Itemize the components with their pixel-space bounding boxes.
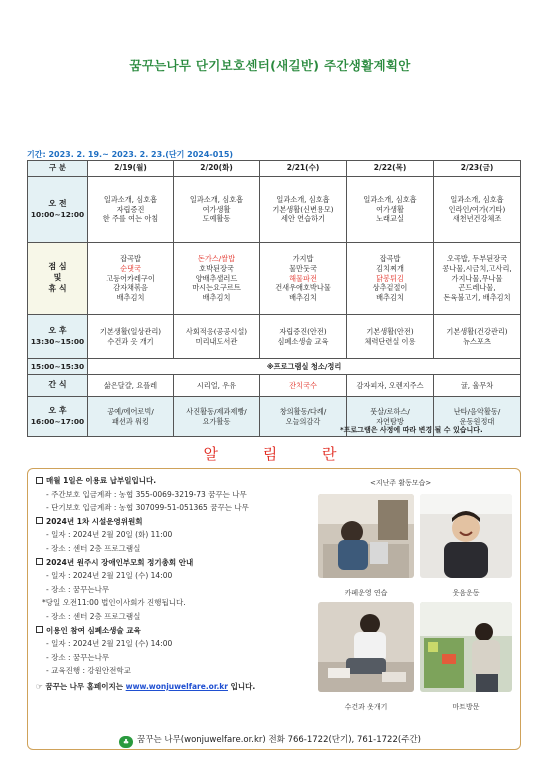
snack-cell: 감자피자, 오렌지주스 [347,375,434,397]
afternoon-label: 오 후 13:30~15:00 [28,315,88,359]
morning-cell: 일과소개, 심호흡 기본생활(신변용모) 세안 연습하기 [260,177,347,243]
lunch-cell: 가지밥 물만둣국 해물파전 건새우애호박나물 배추김치 [260,243,347,315]
checkbox-icon [36,477,43,484]
notice-detail: - 장소 : 센터 2층 프로그램실 [46,543,141,553]
activity-cell: 공예/에어로빅/ 패션과 워킹 [88,397,174,437]
snack-cell: 시리얼, 우유 [174,375,260,397]
footer-contact: 꿈꾸는 나무(wonjuwelfare.or.kr) 전화 766-1722(단기), 761-1722(주간) [137,735,421,745]
activity-label: 오 후 16:00~17:00 [28,397,88,437]
notice-detail: - 일자 : 2024년 2월 21일 (수) 14:00 [46,639,173,649]
notice-heading: 이용인 참여 심폐소생술 교육 [36,624,316,638]
notice-heading: 2024년 원주시 장애인부모회 정기총회 안내 [36,556,316,570]
morning-cell: 일과소개, 심호흡 여가생활 도예활동 [174,177,260,243]
weekly-schedule-table [27,160,521,437]
morning-cell: 일과소개, 심호흡 인라인/여가(기타) 새천년건강체조 [434,177,521,243]
snack-cell: 잔치국수 [260,375,347,397]
afternoon-cell: 사회적응(공공시설) 미리내도서관 [174,315,260,359]
homepage-link[interactable]: www.wonjuwelfare.or.kr [125,681,228,691]
photo-mart-visit [420,602,512,692]
day-header: 2/21(수) [260,161,347,177]
morning-label: 오 전 10:00~12:00 [28,177,88,243]
notice-detail: - 단기보호 입금계좌 : 농협 307099-51-051365 꿈꾸는 나무 [46,503,249,513]
corner-cell: 구 분 [28,161,88,177]
notice-list [36,474,316,694]
cleanup-text: ※프로그램실 청소/정리 [88,359,521,375]
homepage-line: ☞ 꿈꾸는 나무 홈페이지는 www.wonjuwelfare.or.kr 입니다. [36,681,256,691]
photo-caption: 수건과 옷개기 [344,703,388,711]
day-header: 2/22(목) [347,161,434,177]
afternoon-cell: 자립증진(안전) 심폐소생술 교육 [260,315,347,359]
page-title: 꿈꾸는나무 단기보호센터(새길반) 주간생활계획안 [129,58,411,73]
photos-header: <지난주 활동모습> [370,479,432,487]
day-header: 2/23(금) [434,161,521,177]
photo-laughter-exercise [420,494,512,578]
snack-cell: 귤, 율무차 [434,375,521,397]
notice-detail: - 장소 : 꿈꾸는나무 [46,652,110,662]
afternoon-cell: 기본생활(안전) 체력단련실 이용 [347,315,434,359]
footer [0,733,540,748]
afternoon-cell: 기본생활(건강관리) 뉴스포츠 [434,315,521,359]
afternoon-cell: 기본생활(일상관리) 수건과 옷 개기 [88,315,174,359]
notice-detail: - 일자 : 2024년 2월 21일 (수) 14:00 [46,571,173,581]
photo-cafe-practice [318,494,414,578]
photo-caption: 마트방문 [452,703,480,711]
day-header: 2/20(화) [174,161,260,177]
notice-heading: 매월 1일은 이용료 납부일입니다. [36,474,316,488]
activity-cell: 풋살/로하스/ 자연탐방 [347,397,434,437]
lunch-row [28,243,521,315]
activity-cell: 난타/음악활동/ 운동원정대 [434,397,521,437]
checkbox-icon [36,626,43,633]
lunch-cell: 돈가스/쌀밥 호박된장국 양배추샐러드 마시는요구르트 배추김치 [174,243,260,315]
lunch-cell: 잡곡밥 순댓국 고등어카레구이 감자채볶음 배추김치 [88,243,174,315]
morning-row [28,177,521,243]
morning-cell: 일과소개, 심호흡 자립증진 한 주를 여는 아침 [88,177,174,243]
notice-detail: *당일 오전11:00 법인이사회가 진행됩니다. [42,598,186,608]
cleanup-time: 15:00~15:30 [28,359,88,375]
lunch-label: 점 심 및 휴 식 [28,243,88,315]
change-note: *프로그램은 사정에 따라 변경 될 수 있습니다. [340,426,483,434]
photo-caption: 카페운영 연습 [344,589,388,597]
notice-title: 알 림 란 [203,445,357,463]
notice-heading: 2024년 1차 시설운영위원회 [36,515,316,529]
afternoon-row [28,315,521,359]
snack-label: 간 식 [28,375,88,397]
notice-detail: - 주간보호 입금계좌 : 농협 355-0069-3219-73 꿈꾸는 나무 [46,489,247,499]
activity-cell: 창의활동/다례/ 오늘의감각 [260,397,347,437]
period-label: 기간: 2023. 2. 19.~ 2023. 2. 23.(단기 2024-015) [27,150,234,159]
notice-detail: - 장소 : 센터 2층 프로그램실 [46,611,141,621]
activity-cell: 사진활동/제과제빵/ 요가활동 [174,397,260,437]
notice-detail: - 장소 : 꿈꾸는나무 [46,584,110,594]
cleanup-row [28,359,521,375]
checkbox-icon [36,558,43,565]
photo-folding-towels [318,602,414,692]
snack-cell: 삶은달걀, 요플레 [88,375,174,397]
morning-cell: 일과소개, 심호흡 여가생활 노래교실 [347,177,434,243]
day-header: 2/19(월) [88,161,174,177]
header-row [28,161,521,177]
photo-caption: 웃음운동 [452,589,480,597]
notice-detail: - 일자 : 2024년 2월 20일 (화) 11:00 [46,530,173,540]
checkbox-icon [36,517,43,524]
snack-row [28,375,521,397]
notice-detail: - 교육진행 : 강원안전학교 [46,666,131,676]
lunch-cell: 오곡밥, 두부된장국 콩나물,시금치,고사리, 가지나물,무나물 곤드레나물, 돈육불고기, 배추김치 [434,243,521,315]
lunch-cell: 잡곡밥 김치찌개 닭봉튀김 상추겉절이 배추김치 [347,243,434,315]
tree-logo-icon: ♣ [119,736,133,748]
